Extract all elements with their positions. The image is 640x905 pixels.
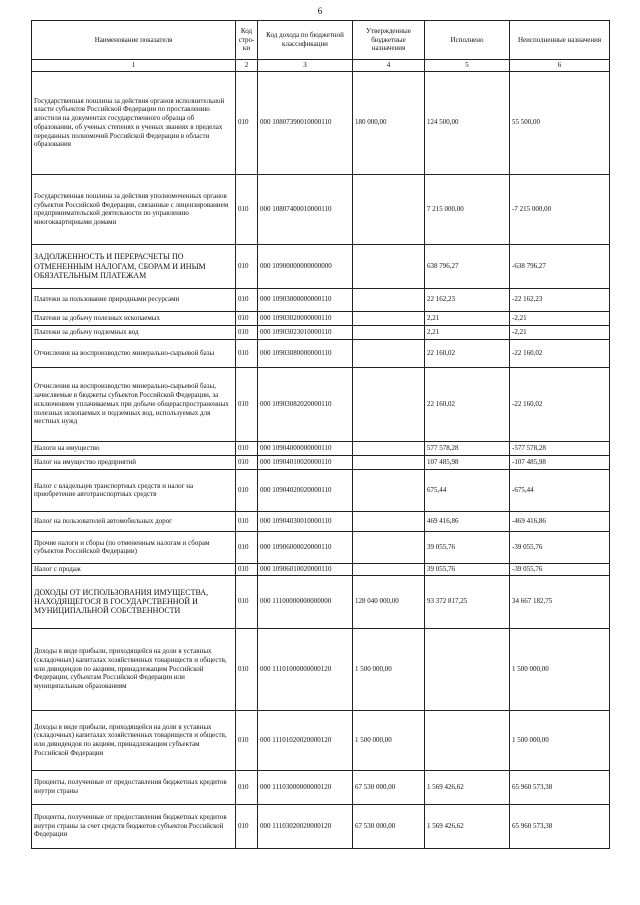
row-unexecuted: -39 055,76 bbox=[510, 531, 610, 563]
row-income-code: 000 10900000000000000 bbox=[258, 244, 353, 288]
row-name: Налоги на имущество bbox=[32, 441, 236, 455]
row-income-code: 000 10906000020000110 bbox=[258, 531, 353, 563]
row-name: Государственная пошлина за действия уполномоченных органов субъектов Российской Федерации, связанные с лицензированием предпринимательской деятельности по управлению многоквартирными домами bbox=[32, 174, 236, 244]
row-income-code: 000 10903080000000110 bbox=[258, 339, 353, 367]
row-line-code: 010 bbox=[236, 441, 258, 455]
row-unexecuted: 34 667 182,75 bbox=[510, 575, 610, 628]
row-income-code: 000 10807390010000110 bbox=[258, 71, 353, 174]
row-line-code: 010 bbox=[236, 325, 258, 339]
row-line-code: 010 bbox=[236, 531, 258, 563]
row-line-code: 010 bbox=[236, 288, 258, 311]
row-line-code: 010 bbox=[236, 244, 258, 288]
row-unexecuted: -107 485,98 bbox=[510, 455, 610, 469]
row-income-code: 000 10904020020000110 bbox=[258, 469, 353, 511]
row-unexecuted: -577 578,28 bbox=[510, 441, 610, 455]
table-row bbox=[32, 804, 610, 848]
row-approved: 180 000,00 bbox=[353, 71, 425, 174]
row-approved bbox=[353, 288, 425, 311]
row-unexecuted: 65 960 573,38 bbox=[510, 804, 610, 848]
row-name: Доходы в виде прибыли, приходящейся на доли в уставных (складочных) капиталах хозяйственных товариществ и обществ, или дивидендов по акциям, принадлежащим субъектам Российской Федерации bbox=[32, 710, 236, 770]
row-income-code: 000 11103020020000120 bbox=[258, 804, 353, 848]
header-unexecuted: Неисполненные назначения bbox=[510, 21, 610, 60]
row-approved bbox=[353, 311, 425, 325]
row-approved bbox=[353, 531, 425, 563]
row-name: ДОХОДЫ ОТ ИСПОЛЬЗОВАНИЯ ИМУЩЕСТВА, НАХОДЯЩЕГОСЯ В ГОСУДАРСТВЕННОЙ И МУНИЦИПАЛЬНОЙ СОБСТВЕННОСТИ bbox=[32, 575, 236, 628]
row-name: Налог с владельцев транспортных средств и налог на приобретение автотранспортных средств bbox=[32, 469, 236, 511]
row-unexecuted: 65 960 573,38 bbox=[510, 770, 610, 804]
page-number: 6 bbox=[317, 6, 323, 16]
row-income-code: 000 11103000000000120 bbox=[258, 770, 353, 804]
row-income-code: 000 10906010020000110 bbox=[258, 563, 353, 575]
row-name: Государственная пошлина за действия органов исполнительной власти субъектов Российской Федерации по проставлению апостиля на документах государственного образца об образовании, об ученых степенях и ученых званиях в пределах переданных полномочий Российской Федерации в области образования bbox=[32, 71, 236, 174]
row-line-code: 010 bbox=[236, 563, 258, 575]
column-number: 3 bbox=[258, 60, 353, 72]
row-approved bbox=[353, 244, 425, 288]
row-name: Прочие налоги и сборы (по отмененным налогам и сборам субъектов Российской Федерации) bbox=[32, 531, 236, 563]
row-approved bbox=[353, 339, 425, 367]
row-income-code: 000 11100000000000000 bbox=[258, 575, 353, 628]
row-line-code: 010 bbox=[236, 174, 258, 244]
row-name: Налог на пользователей автомобильных дорог bbox=[32, 511, 236, 531]
row-executed: 577 578,28 bbox=[425, 441, 510, 455]
row-name: ЗАДОЛЖЕННОСТЬ И ПЕРЕРАСЧЕТЫ ПО ОТМЕНЕННЫМ НАЛОГАМ, СБОРАМ И ИНЫМ ОБЯЗАТЕЛЬНЫМ ПЛАТЕЖАМ bbox=[32, 244, 236, 288]
row-executed: 93 372 817,25 bbox=[425, 575, 510, 628]
table-row bbox=[32, 441, 610, 455]
table-row bbox=[32, 288, 610, 311]
row-executed: 2,21 bbox=[425, 311, 510, 325]
row-name: Платежи за пользование природными ресурсами bbox=[32, 288, 236, 311]
row-executed bbox=[425, 628, 510, 710]
table-row bbox=[32, 563, 610, 575]
row-approved bbox=[353, 511, 425, 531]
table-row bbox=[32, 339, 610, 367]
row-approved bbox=[353, 563, 425, 575]
row-executed: 22 162,23 bbox=[425, 288, 510, 311]
row-name: Отчисления на воспроизводство минерально-сырьевой базы bbox=[32, 339, 236, 367]
row-line-code: 010 bbox=[236, 469, 258, 511]
header-name: Наименование показателя bbox=[32, 21, 236, 60]
table-row bbox=[32, 244, 610, 288]
row-executed: 2,21 bbox=[425, 325, 510, 339]
row-approved: 1 500 000,00 bbox=[353, 628, 425, 710]
row-income-code: 000 11101020020000120 bbox=[258, 710, 353, 770]
row-approved: 67 530 000,00 bbox=[353, 770, 425, 804]
row-income-code: 000 10904010020000110 bbox=[258, 455, 353, 469]
column-number: 1 bbox=[32, 60, 236, 72]
header-approved: Утвержденные бюджетные назначения bbox=[353, 21, 425, 60]
row-line-code: 010 bbox=[236, 455, 258, 469]
row-unexecuted: -22 162,23 bbox=[510, 288, 610, 311]
row-income-code: 000 10903020000000110 bbox=[258, 311, 353, 325]
row-income-code: 000 10903000000000110 bbox=[258, 288, 353, 311]
row-approved bbox=[353, 325, 425, 339]
table-row bbox=[32, 531, 610, 563]
row-income-code: 000 10903082020000110 bbox=[258, 367, 353, 441]
row-line-code: 010 bbox=[236, 770, 258, 804]
table-header-row bbox=[32, 21, 610, 60]
table-row bbox=[32, 710, 610, 770]
row-executed: 124 500,00 bbox=[425, 71, 510, 174]
row-executed: 22 160,02 bbox=[425, 339, 510, 367]
row-unexecuted: -469 416,86 bbox=[510, 511, 610, 531]
row-executed: 7 215 000,00 bbox=[425, 174, 510, 244]
row-approved: 1 500 000,00 bbox=[353, 710, 425, 770]
table-row bbox=[32, 575, 610, 628]
table-row bbox=[32, 628, 610, 710]
row-unexecuted: -22 160,02 bbox=[510, 339, 610, 367]
table-row bbox=[32, 511, 610, 531]
header-income-code: Код дохода по бюджетной классификации bbox=[258, 21, 353, 60]
row-line-code: 010 bbox=[236, 339, 258, 367]
row-line-code: 010 bbox=[236, 71, 258, 174]
table-row bbox=[32, 174, 610, 244]
row-executed: 1 569 426,62 bbox=[425, 770, 510, 804]
row-income-code: 000 11101000000000120 bbox=[258, 628, 353, 710]
row-unexecuted: -2,21 bbox=[510, 325, 610, 339]
row-approved bbox=[353, 469, 425, 511]
row-unexecuted: -7 215 000,00 bbox=[510, 174, 610, 244]
row-executed: 675,44 bbox=[425, 469, 510, 511]
table-row bbox=[32, 71, 610, 174]
row-line-code: 010 bbox=[236, 575, 258, 628]
row-unexecuted: 1 500 000,00 bbox=[510, 710, 610, 770]
row-line-code: 010 bbox=[236, 311, 258, 325]
table-row bbox=[32, 311, 610, 325]
row-name: Проценты, полученные от предоставления бюджетных кредитов внутри страны bbox=[32, 770, 236, 804]
row-executed bbox=[425, 710, 510, 770]
column-number: 6 bbox=[510, 60, 610, 72]
row-name: Налог с продаж bbox=[32, 563, 236, 575]
row-income-code: 000 10904030010000110 bbox=[258, 511, 353, 531]
row-line-code: 010 bbox=[236, 628, 258, 710]
row-unexecuted: -2,21 bbox=[510, 311, 610, 325]
column-number: 4 bbox=[353, 60, 425, 72]
row-name: Платежи за добычу полезных ископаемых bbox=[32, 311, 236, 325]
row-income-code: 000 10903023010000110 bbox=[258, 325, 353, 339]
row-name: Налог на имущество предприятий bbox=[32, 455, 236, 469]
row-unexecuted: -638 796,27 bbox=[510, 244, 610, 288]
row-line-code: 010 bbox=[236, 367, 258, 441]
row-executed: 469 416,86 bbox=[425, 511, 510, 531]
header-line-code: Код стро- ки bbox=[236, 21, 258, 60]
row-executed: 39 055,76 bbox=[425, 531, 510, 563]
table-row bbox=[32, 455, 610, 469]
column-number-row bbox=[32, 60, 610, 72]
row-unexecuted: 55 500,00 bbox=[510, 71, 610, 174]
row-executed: 22 160,02 bbox=[425, 367, 510, 441]
row-approved bbox=[353, 441, 425, 455]
row-approved bbox=[353, 174, 425, 244]
budget-execution-table bbox=[31, 20, 610, 849]
row-executed: 1 569 426,62 bbox=[425, 804, 510, 848]
row-unexecuted: -22 160,02 bbox=[510, 367, 610, 441]
row-income-code: 000 10904000000000110 bbox=[258, 441, 353, 455]
row-executed: 107 485,98 bbox=[425, 455, 510, 469]
header-executed: Исполнено bbox=[425, 21, 510, 60]
table-row bbox=[32, 325, 610, 339]
row-income-code: 000 10807400010000110 bbox=[258, 174, 353, 244]
row-name: Платежи за добычу подземных вод bbox=[32, 325, 236, 339]
row-unexecuted: -675,44 bbox=[510, 469, 610, 511]
row-executed: 39 055,76 bbox=[425, 563, 510, 575]
row-line-code: 010 bbox=[236, 804, 258, 848]
table-row bbox=[32, 469, 610, 511]
row-approved bbox=[353, 367, 425, 441]
row-unexecuted: -39 055,76 bbox=[510, 563, 610, 575]
row-approved: 67 530 000,00 bbox=[353, 804, 425, 848]
row-line-code: 010 bbox=[236, 710, 258, 770]
table-row bbox=[32, 770, 610, 804]
row-line-code: 010 bbox=[236, 511, 258, 531]
row-name: Доходы в виде прибыли, приходящейся на доли в уставных (складочных) капиталах хозяйственных товариществ и обществ, или дивидендов по акциям, принадлежащим Российской Федерации, субъектам Российской Федерации или муниципальным образованиям bbox=[32, 628, 236, 710]
row-approved bbox=[353, 455, 425, 469]
row-name: Проценты, полученные от предоставления бюджетных кредитов внутри страны за счет средств бюджетов субъектов Российской Федерации bbox=[32, 804, 236, 848]
row-approved: 128 040 000,00 bbox=[353, 575, 425, 628]
column-number: 2 bbox=[236, 60, 258, 72]
column-number: 5 bbox=[425, 60, 510, 72]
row-unexecuted: 1 500 000,00 bbox=[510, 628, 610, 710]
table-body bbox=[32, 71, 610, 848]
row-executed: 638 796,27 bbox=[425, 244, 510, 288]
table-row bbox=[32, 367, 610, 441]
row-name: Отчисления на воспроизводство минерально-сырьевой базы, зачисляемые в бюджеты субъектов Российской Федерации, за исключением уплачиваемых при добыче общераспространенных полезных ископаемых и подземных вод, используемых для местных нужд bbox=[32, 367, 236, 441]
